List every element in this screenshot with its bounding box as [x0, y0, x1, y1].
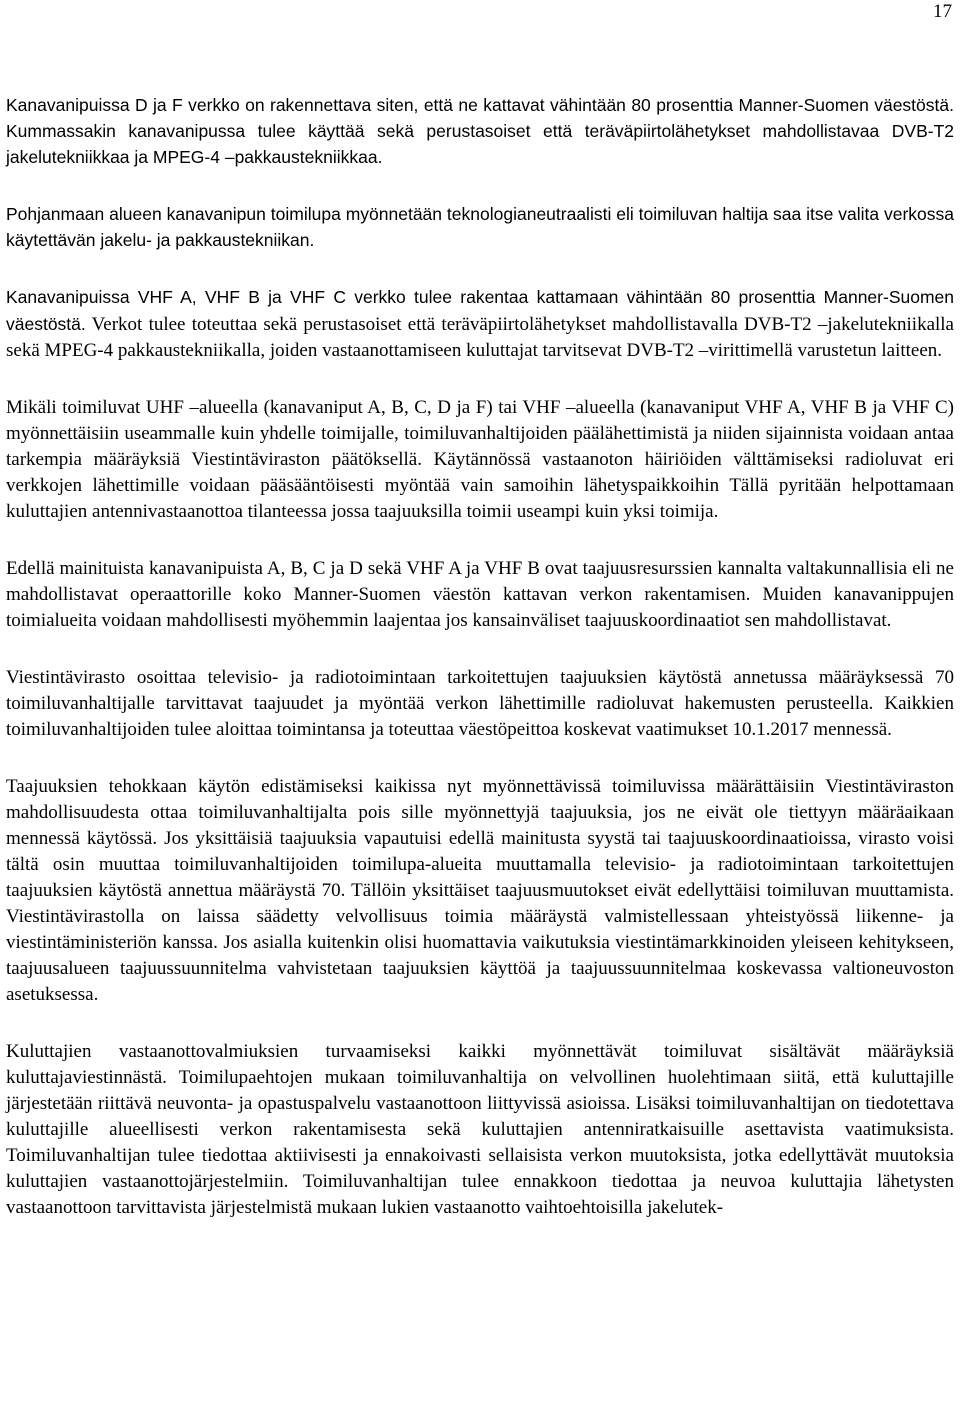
page-number: 17: [933, 1, 952, 22]
paragraph-national-bundles: Edellä mainituista kanavanipuista A, B, C ja D sekä VHF A ja VHF B ovat taajuusresurssien kannalta valtakunnallisia eli ne mahdollistavat operaattorille koko Manner-Suomen väestön kattavan verkon rakentamisen. Muiden kanavanippujen toimialueita voidaan mahdollisesti myöhemmin laajentaa jos kansainväliset taajuuskoordinaatiot sen mahdollistavat.: [6, 558, 954, 631]
paragraph-consumer-communication: Kuluttajien vastaanottovalmiuksien turvaamiseksi kaikki myönnettävät toimiluvat sisältävät määräyksiä kuluttajaviestinnästä. Toimilupaehtojen mukaan toimiluvanhaltija on velvollinen huolehtimaan siitä, että kuluttajille järjestetään riittävä neuvonta- ja opastuspalvelu vastaanottoon liittyvissä asioissa. Lisäksi toimiluvanhaltijan on tiedotettava kuluttajille alueellisesti verkon rakentamisesta sekä kuluttajien antenniratkaisuille asettavista vaatimuksista. Toimiluvanhaltijan tulee tiedottaa aktiivisesti ja ennakoivasti sellaisista verkon muutoksista, jotka edellyttävät muutoksia kuluttajien vastaanottojärjestelmiin. Toimiluvanhaltijan tulee ennakkoon tiedottaa ja neuvoa kuluttajia lähetysten vastaanottoon tarvittavista järjestelmistä mukaan lukien vastaanotto vaihtoehtoisilla jakelutek-: [6, 1041, 954, 1218]
paragraph-frequency-efficiency: Taajuuksien tehokkaan käytön edistämiseksi kaikissa nyt myönnettävissä toimiluvissa määrättäisiin Viestintäviraston mahdollisuudesta ottaa toimiluvanhaltijalta pois sille myönnettyjä taajuuksia, jos ne eivät ole tiettyyn määräaikaan mennessä käytössä. Jos yksittäisiä taajuuksia vapautuisi edellä mainitusta syystä tai taajuuskoordinaatioissa, virasto voisi tältä osin muuttaa toimiluvanhaltijoiden toimilupa-alueita muuttamalla televisio- ja radiotoimintaan tarkoitettujen taajuuksien käytöstä annettua määräystä 70. Tällöin yksittäiset taajuusmuutokset eivät edellyttäisi toimiluvan muuttamista. Viestintävirastolla on laissa säädetty velvollisuus toimia määräystä valmistellessaan yhteistyössä liikenne- ja viestintäministeriön kanssa. Jos asialla kuitenkin olisi huomattavia vaikutuksia viestintämarkkinoiden yleiseen kehitykseen, taajuusalueen taajuussuunnitelma vahvistetaan taajuuksien käyttöä ja taajuussuunnitelmaa koskevassa valtioneuvoston asetuksessa.: [6, 776, 954, 1005]
paragraph-vhf-bundles-part-1: Kanavanipuissa VHF A, VHF B ja VHF C verkko tulee rakentaa kattamaan vähintään 80 prosenttia Manner-Suomen väestöstä.: [6, 287, 954, 334]
paragraph-vhf-bundles-part-2: Verkot tulee toteuttaa sekä perustasoiset että teräväpiirtolähetykset mahdollistavalla DVB-T2 –jakelutekniikalla sekä MPEG-4 pakkaustekniikalla, joiden vastaanottamiseen kuluttajat tarvitsevat DVB-T2 –virittimellä varustetun laitteen.: [6, 314, 954, 361]
paragraph-vhf-bundles: [6, 284, 954, 364]
paragraph-pohjanmaa-license: Pohjanmaan alueen kanavanipun toimilupa myönnetään teknologianeutraalisti eli toimiluvan haltija saa itse valita verkossa käytettävän jakelu- ja pakkaustekniikan.: [6, 204, 954, 250]
paragraph-frequency-allocation: Viestintävirasto osoittaa televisio- ja radiotoimintaan tarkoitettujen taajuuksien käytöstä annetussa määräyksessä 70 toimiluvanhaltijalle tarvittavat taajuudet ja myöntää verkon lähettimille radioluvat hakemusten perusteella. Kaikkien toimiluvanhaltijoiden tulee aloittaa toimintansa ja toteuttaa väestöpeittoa koskevat vaatimukset 10.1.2017 mennessä.: [6, 667, 954, 740]
paragraph-multiple-operators: Mikäli toimiluvat UHF –alueella (kanavaniput A, B, C, D ja F) tai VHF –alueella (kanavaniput VHF A, VHF B ja VHF C) myönnettäisiin useammalle kuin yhdelle toimijalle, toimiluvanhaltijoiden päälähettimistä ja niiden sijainnista voidaan antaa tarkempia määräyksiä Viestintäviraston päätöksellä. Käytännössä vastaanoton häiriöiden välttämiseksi radioluvat eri verkkojen lähettimille voidaan pääsääntöisesti myöntää vain samoihin lähetyspaikkoihin Tällä pyritään helpottamaan kuluttajien antennivastaanottoa tilanteessa jossa taajuuksilla toimii useampi kuin yksi toimija.: [6, 397, 954, 522]
document-body: [6, 92, 954, 1252]
paragraph-channel-bundles-d-f: Kanavanipuissa D ja F verkko on rakennettava siten, että ne kattavat vähintään 80 prosenttia Manner-Suomen väestöstä. Kummassakin kanavanipussa tulee käyttää sekä perustasoiset että teräväpiirtolähetykset mahdollistavaa DVB-T2 jakelutekniikkaa ja MPEG-4 –pakkaustekniikkaa.: [6, 95, 954, 167]
